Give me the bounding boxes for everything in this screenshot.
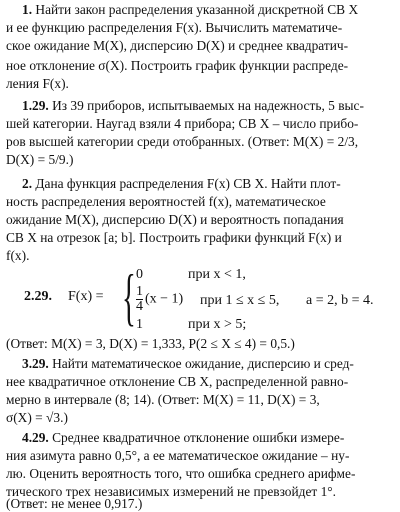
problem-3-29-answer: σ(X) = √3.) bbox=[6, 410, 68, 425]
piecewise-formula bbox=[10, 261, 390, 333]
row3-condition: при x > 5; bbox=[188, 317, 247, 332]
problem-number: 1. bbox=[22, 2, 33, 17]
fraction-denominator: 4 bbox=[136, 299, 143, 314]
problem-3-29-line-1: 3.29. Найти математическое ожидание, дисперсию и сред- bbox=[22, 356, 354, 371]
problem-1-29-answer: D(X) = 5/9.) bbox=[6, 152, 74, 167]
problem-4-29-answer: (Ответ: не менее 0,917.) bbox=[6, 496, 143, 511]
task-2-line-2: ность распределения вероятностей f(x), математическое bbox=[6, 194, 326, 209]
task-1-line-2: и ее функцию распределения F(x). Вычислить математиче- bbox=[6, 20, 343, 35]
problem-2-29-label: 2.29. bbox=[24, 289, 52, 304]
task-2-line-3: ожидание M(X), дисперсию D(X) и вероятность попадания bbox=[6, 212, 344, 227]
task-1-line-1: 1. Найти закон распределения указанной дискретной СВ X bbox=[22, 2, 359, 17]
task-1-line-3: ское ожидание M(X), дисперсию D(X) и среднее квадратич- bbox=[6, 38, 349, 53]
task-2-line-1: 2. Дана функция распределения F(x) СВ X. Найти плот- bbox=[22, 176, 341, 191]
problem-3-29-line-3: мерно в интервале (8; 14). (Ответ: M(X) = 11, D(X) = 3, bbox=[6, 392, 320, 407]
row2-condition: при 1 ≤ x ≤ 5, bbox=[200, 293, 280, 308]
row3-value: 1 bbox=[136, 317, 143, 332]
fraction-one-quarter bbox=[136, 285, 143, 314]
fraction-numerator: 1 bbox=[136, 284, 143, 299]
problem-2-29-answer: (Ответ: M(X) = 3, D(X) = 1,333, P(2 ≤ X ≤ 4) = 0,5.) bbox=[6, 336, 295, 351]
row1-value: 0 bbox=[136, 267, 143, 282]
problem-number: 1.29. bbox=[22, 98, 49, 113]
problem-1-29-line-3: ров высшей категории среди отобранных. (Ответ: M(X) = 2/3, bbox=[6, 134, 359, 149]
row1-condition: при x < 1, bbox=[188, 267, 246, 282]
row2-params: a = 2, b = 4. bbox=[306, 293, 374, 308]
problem-1-29-line-1: 1.29. Из 39 приборов, испытываемых на надежность, 5 выс- bbox=[22, 98, 364, 113]
problem-number: 3.29. bbox=[22, 356, 49, 371]
task-2-line-4: СВ X на отрезок [a; b]. Построить графики функций F(x) и bbox=[6, 230, 342, 245]
task-2-line-5: f(x). bbox=[6, 248, 30, 263]
problem-3-29-line-2: нее квадратичное отклонение СВ X, распределенной равно- bbox=[6, 374, 349, 389]
problem-1-29-line-2: шей категории. Наугад взяли 4 прибора; СВ X – число прибо- bbox=[6, 116, 359, 131]
problem-number: 2. bbox=[22, 176, 33, 191]
problem-4-29-line-3: лю. Оценить вероятность того, что ошибка среднего арифме- bbox=[6, 466, 356, 481]
task-1-line-4: ное отклонение σ(X). Построить график функции распреде- bbox=[6, 58, 349, 73]
left-brace: { bbox=[122, 261, 136, 332]
formula-lhs: F(x) = bbox=[68, 289, 104, 304]
problem-4-29-line-1: 4.29. Среднее квадратичное отклонение ошибки измере- bbox=[22, 430, 345, 445]
problem-number: 4.29. bbox=[22, 430, 49, 445]
task-1-line-5: ления F(x). bbox=[6, 76, 69, 91]
problem-4-29-line-2: ния азимута равно 0,5°, а ее математическое ожидание – ну- bbox=[6, 448, 350, 463]
row2-value: (x − 1) bbox=[145, 291, 184, 307]
problem-4-29-line-4: тического трех независимых измерений не превзойдет 1°. bbox=[6, 484, 337, 499]
